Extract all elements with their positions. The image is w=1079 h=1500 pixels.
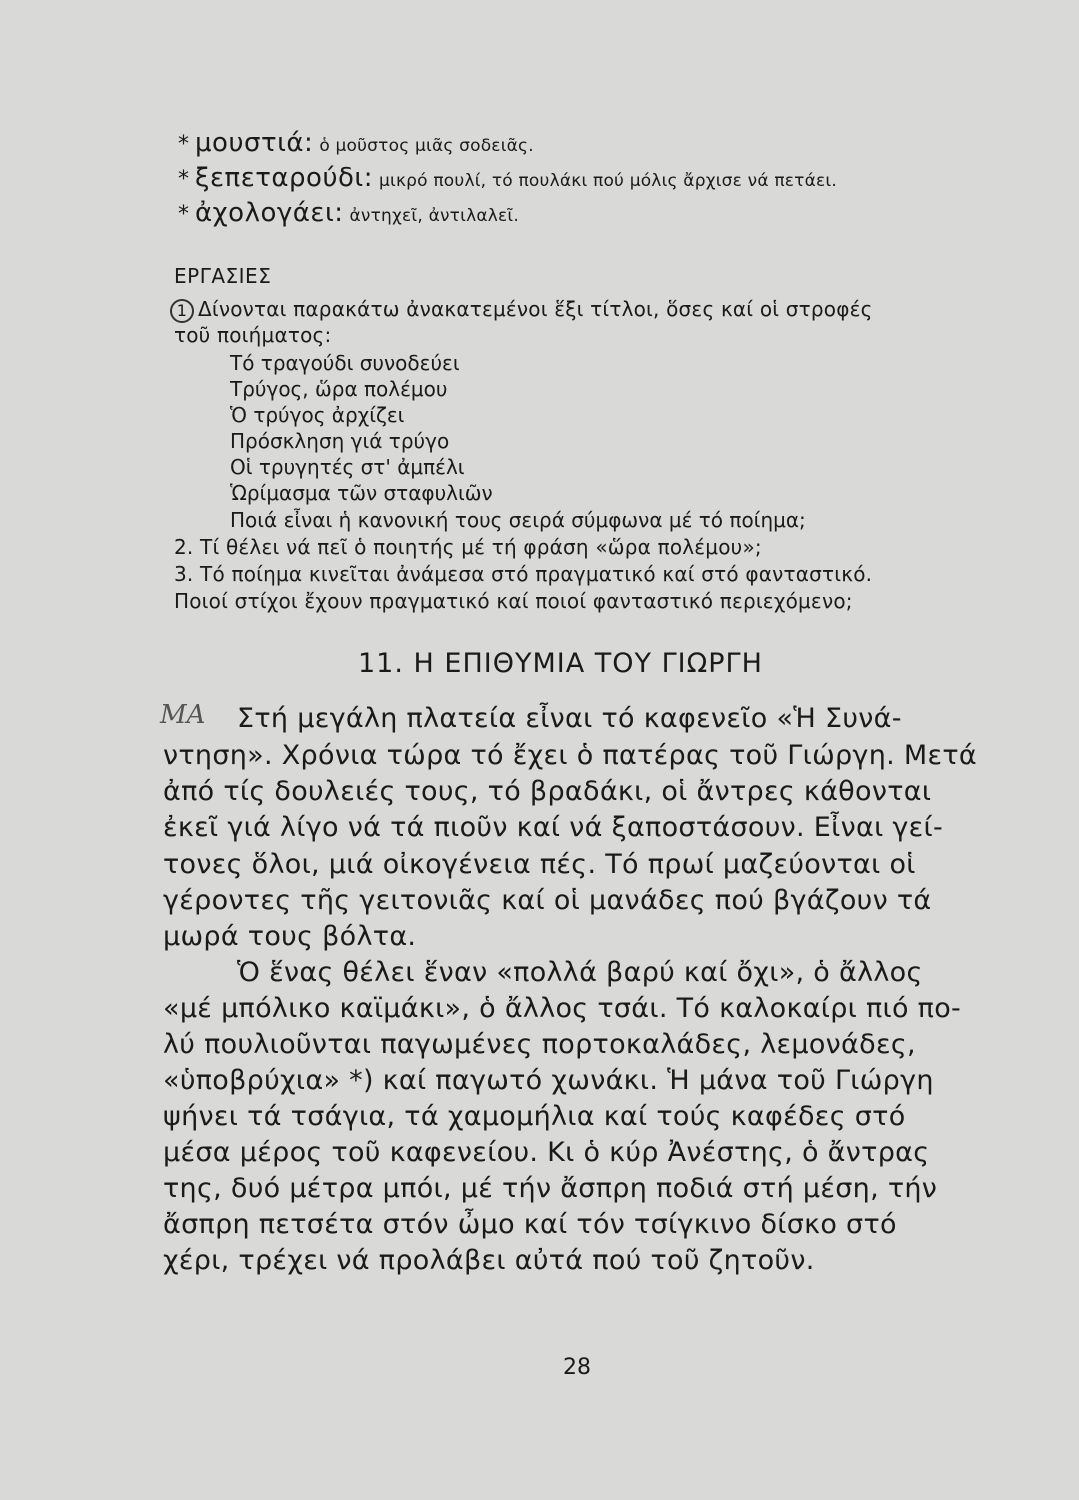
title-item: Ὡρίμασμα τῶν σταφυλιῶν xyxy=(230,481,493,505)
story-line: ντηση». Χρόνια τώρα τό ἔχει ὁ πατέρας τοῦ Γιώργη. Μετά xyxy=(163,740,978,771)
glossary-definition: ὁ μοῦστος μιᾶς σοδειᾶς. xyxy=(319,136,534,156)
story-line: Ὁ ἕνας θέλει ἕναν «πολλά βαρύ καί ὄχι», ὁ ἄλλος xyxy=(237,957,923,988)
question-2: 2. Τί θέλει νά πεῖ ὁ ποιητής μέ τή φράση «ὥρα πολέμου»; xyxy=(174,535,762,559)
glossary-term: ἀχολογάει: xyxy=(195,198,344,228)
story-line: «μέ μπόλικο καϊμάκι», ὁ ἄλλος τσάι. Τό καλοκαίρι πιό πο- xyxy=(163,993,962,1024)
question-number: 1 xyxy=(170,299,194,323)
question-1-prompt: Ποιά εἶναι ἡ κανονική τους σειρά σύμφωνα μέ τό ποίημα; xyxy=(230,508,806,532)
title-item: Πρόσκληση γιά τρύγο xyxy=(230,429,450,453)
story-line: ἄσπρη πετσέτα στόν ὦμο καί τόν τσίγκινο δίσκο στό xyxy=(163,1209,897,1240)
story-line: ἐκεῖ γιά λίγο νά τά πιοῦν καί νά ξαποστάσουν. Εἶναι γεί- xyxy=(163,812,944,843)
story-line: της, δυό μέτρα μπόι, μέ τήν ἄσπρη ποδιά στή μέση, τήν xyxy=(163,1173,938,1204)
page-number: 28 xyxy=(563,1355,591,1380)
asterisk: * xyxy=(178,202,189,227)
question-3: 3. Τό ποίημα κινεῖται ἀνάμεσα στό πραγματικό καί στό φανταστικό. xyxy=(174,562,873,586)
story-line: χέρι, τρέχει νά προλάβει αὐτά πού τοῦ ζητοῦν. xyxy=(163,1245,815,1276)
story-line: ἀπό τίς δουλειές τους, τό βραδάκι, οἱ ἄντρες κάθονται xyxy=(163,776,932,807)
question-text: Δίνονται παρακάτω ἀνακατεμένοι ἕξι τίτλοι, ὅσες καί οἱ στροφές xyxy=(198,297,873,321)
asterisk: * xyxy=(178,167,189,192)
story-line: λύ πουλιοῦνται παγωμένες πορτοκαλάδες, λεμονάδες, xyxy=(163,1029,916,1060)
glossary-definition: μικρό πουλί, τό πουλάκι πού μόλις ἄρχισε νά πετάει. xyxy=(378,171,837,191)
glossary-entry xyxy=(178,128,534,158)
title-item: Οἱ τρυγητές στ' ἀμπέλι xyxy=(230,455,465,479)
story-line: «ὑποβρύχια» *) καί παγωτό χωνάκι. Ἡ μάνα τοῦ Γιώργη xyxy=(163,1065,934,1096)
glossary-term: ξεπεταρούδι: xyxy=(195,163,373,193)
glossary-term: μουστιά: xyxy=(195,128,314,158)
exercises-heading: ΕΡΓΑΣΙΕΣ xyxy=(174,264,272,288)
story-line: μωρά τους βόλτα. xyxy=(163,921,417,952)
title-item: Τρύγος, ὥρα πολέμου xyxy=(230,377,448,401)
story-line: τονες ὅλοι, μιά οἰκογένεια πές. Τό πρωί μαζεύονται οἱ xyxy=(163,849,916,880)
handwritten-margin-note: ΜΑ xyxy=(160,700,206,730)
glossary-entry xyxy=(178,198,519,228)
question-1 xyxy=(170,297,873,323)
glossary-entry xyxy=(178,163,837,193)
question-3-continued: Ποιοί στίχοι ἔχουν πραγματικό καί ποιοί φανταστικό περιεχόμενο; xyxy=(174,589,853,613)
glossary-definition: ἀντηχεῖ, ἀντιλαλεῖ. xyxy=(349,206,519,226)
question-1-continued: τοῦ ποιήματος: xyxy=(174,323,332,347)
chapter-title: 11. Η ΕΠΙΘΥΜΙΑ ΤΟΥ ΓΙΩΡΓΗ xyxy=(358,648,763,679)
title-item: Ὁ τρύγος ἀρχίζει xyxy=(230,403,405,427)
story-line: γέροντες τῆς γειτονιᾶς καί οἱ μανάδες πού βγάζουν τά xyxy=(163,885,932,916)
title-item: Τό τραγούδι συνοδεύει xyxy=(230,351,460,375)
story-line: ψήνει τά τσάγια, τά χαμομήλια καί τούς καφέδες στό xyxy=(163,1101,906,1132)
asterisk: * xyxy=(178,132,189,157)
story-line: μέσα μέρος τοῦ καφενείου. Κι ὁ κύρ Ἀνέστης, ὁ ἄντρας xyxy=(163,1137,930,1168)
story-line: Στή μεγάλη πλατεία εἶναι τό καφενεῖο «Ἡ Συνά- xyxy=(237,703,902,734)
